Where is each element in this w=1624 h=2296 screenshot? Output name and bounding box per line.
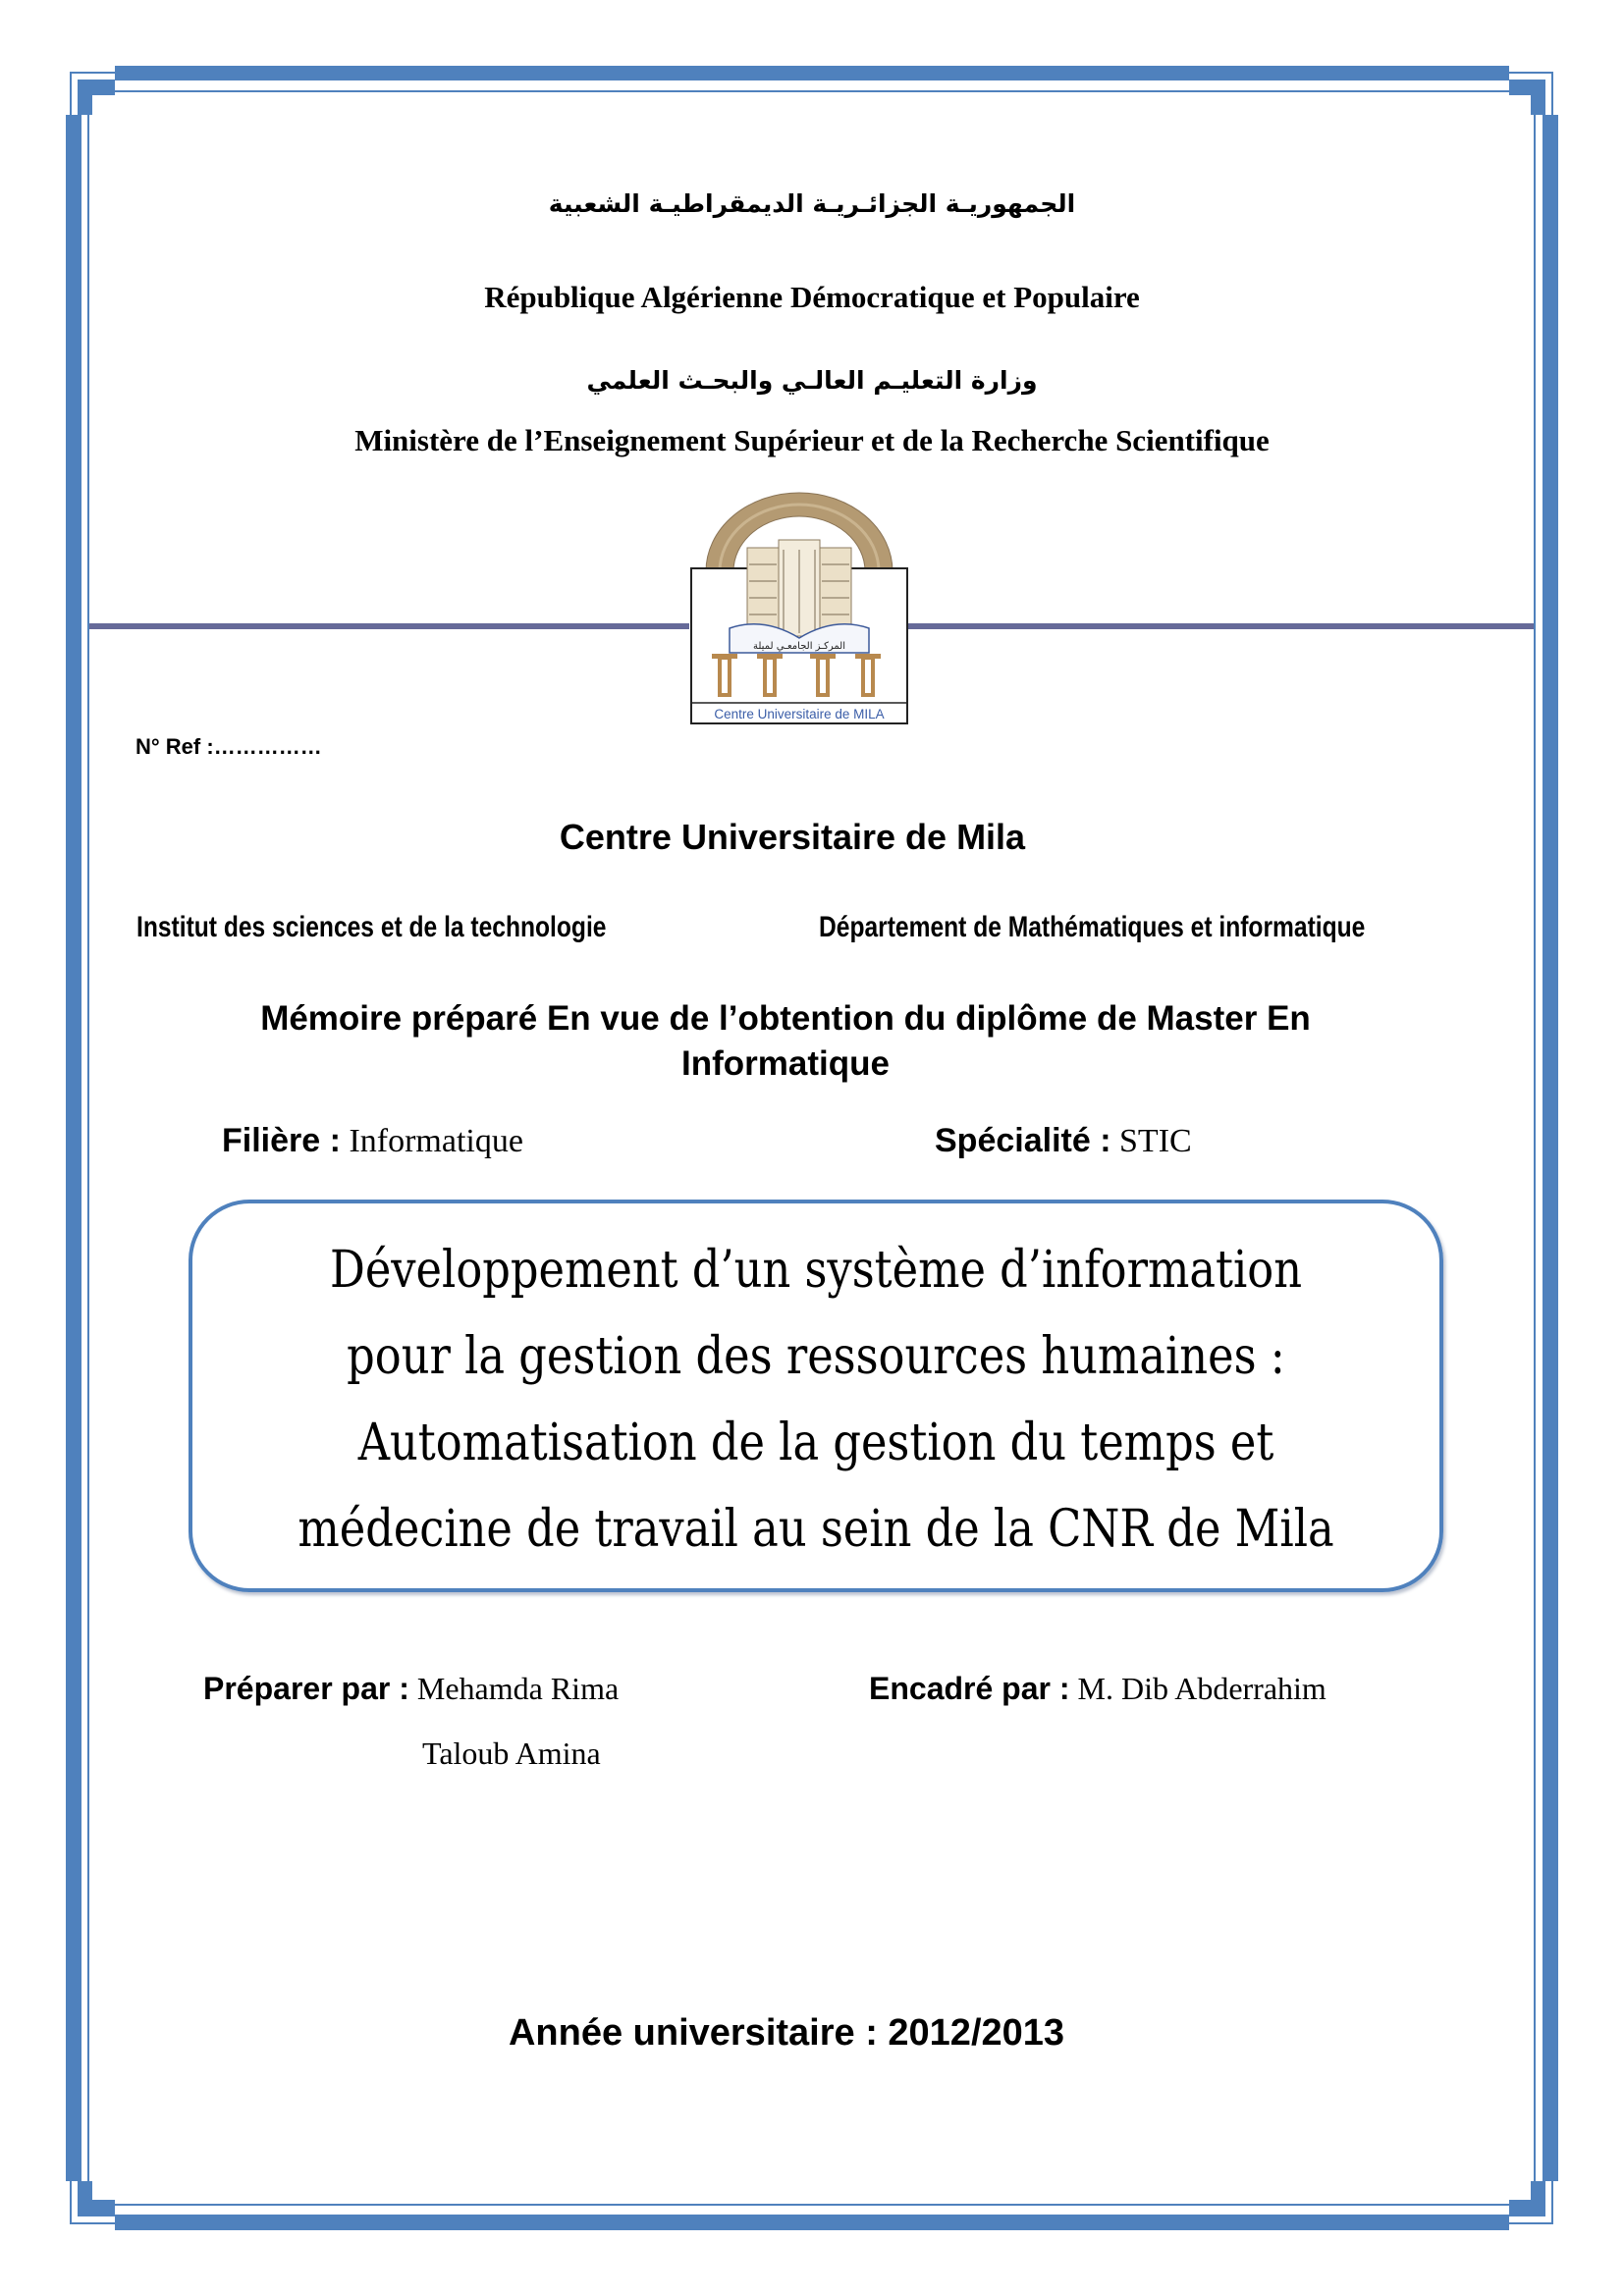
logo-caption: Centre Universitaire de MILA	[714, 707, 885, 721]
filiere-field	[222, 1122, 523, 1160]
student-1: Mehamda Rima	[416, 1671, 620, 1706]
corner-tr-outline	[1509, 72, 1553, 115]
title-line-2: pour la gestion des ressources humaines :	[347, 1327, 1285, 1386]
corner-tl-outline	[70, 72, 115, 115]
logo-arabic-name: المركـز الجامعـي لميلة	[753, 641, 845, 652]
supervisor-name: M. Dib Abderrahim	[1077, 1671, 1326, 1706]
prepared-by	[203, 1671, 619, 1707]
title-line-3: Automatisation de la gestion du temps et	[357, 1414, 1274, 1472]
university-logo	[690, 491, 908, 726]
memoire-line-2: Informatique	[681, 1044, 890, 1083]
specialite-field	[935, 1122, 1192, 1160]
supervised-by	[869, 1671, 1326, 1707]
corner-bl-outline	[70, 2181, 115, 2224]
title-line-4: médecine de travail au sein de la CNR de Mila	[298, 1500, 1334, 1559]
logo-building	[747, 540, 851, 636]
arabic-ministry-heading: وزارة التعليـم العالـي والبحـث العلمي	[586, 366, 1038, 395]
supervised-by-label: Encadré par :	[869, 1671, 1070, 1706]
memoire-line-1: Mémoire préparé En vue de l’obtention du diplôme de Master En	[260, 999, 1311, 1038]
prepared-by-label: Préparer par :	[203, 1671, 409, 1706]
border-top-thick	[115, 66, 1509, 80]
title-line-1: Développement d’un système d’information	[329, 1241, 1303, 1300]
reference-value: ……………	[213, 734, 322, 759]
separator-line-right	[905, 623, 1534, 629]
institute-name: Institut des sciences et de la technologie	[136, 911, 607, 943]
student-2: Taloub Amina	[422, 1735, 601, 1771]
corner-br-outline	[1509, 2181, 1553, 2224]
arabic-republic-heading: الجمهوريـة الجزائـريـة الديمقراطيـة الشعبية	[548, 189, 1076, 218]
filiere-label: Filière :	[222, 1122, 341, 1159]
reference-number	[135, 734, 322, 760]
separator-line-left	[89, 623, 689, 629]
department-name: Département de Mathématiques et informatique	[819, 911, 1366, 943]
french-ministry-heading: Ministère de l’Enseignement Supérieur et de la Recherche Scientifique	[354, 423, 1270, 457]
thesis-title-box	[189, 1200, 1443, 1592]
french-republic-heading: République Algérienne Démocratique et Populaire	[484, 280, 1140, 314]
specialite-value: STIC	[1110, 1123, 1192, 1159]
border-bottom-thick	[115, 2215, 1509, 2230]
border-top-thin	[115, 90, 1509, 92]
filiere-value: Informatique	[340, 1123, 523, 1159]
specialite-label: Spécialité :	[935, 1122, 1111, 1159]
reference-label: N° Ref :	[135, 734, 214, 759]
institution-name: Centre Universitaire de Mila	[559, 817, 1026, 857]
border-bottom-thin	[115, 2204, 1509, 2206]
academic-year: Année universitaire : 2012/2013	[508, 2012, 1065, 2054]
logo-graphic	[690, 491, 908, 726]
